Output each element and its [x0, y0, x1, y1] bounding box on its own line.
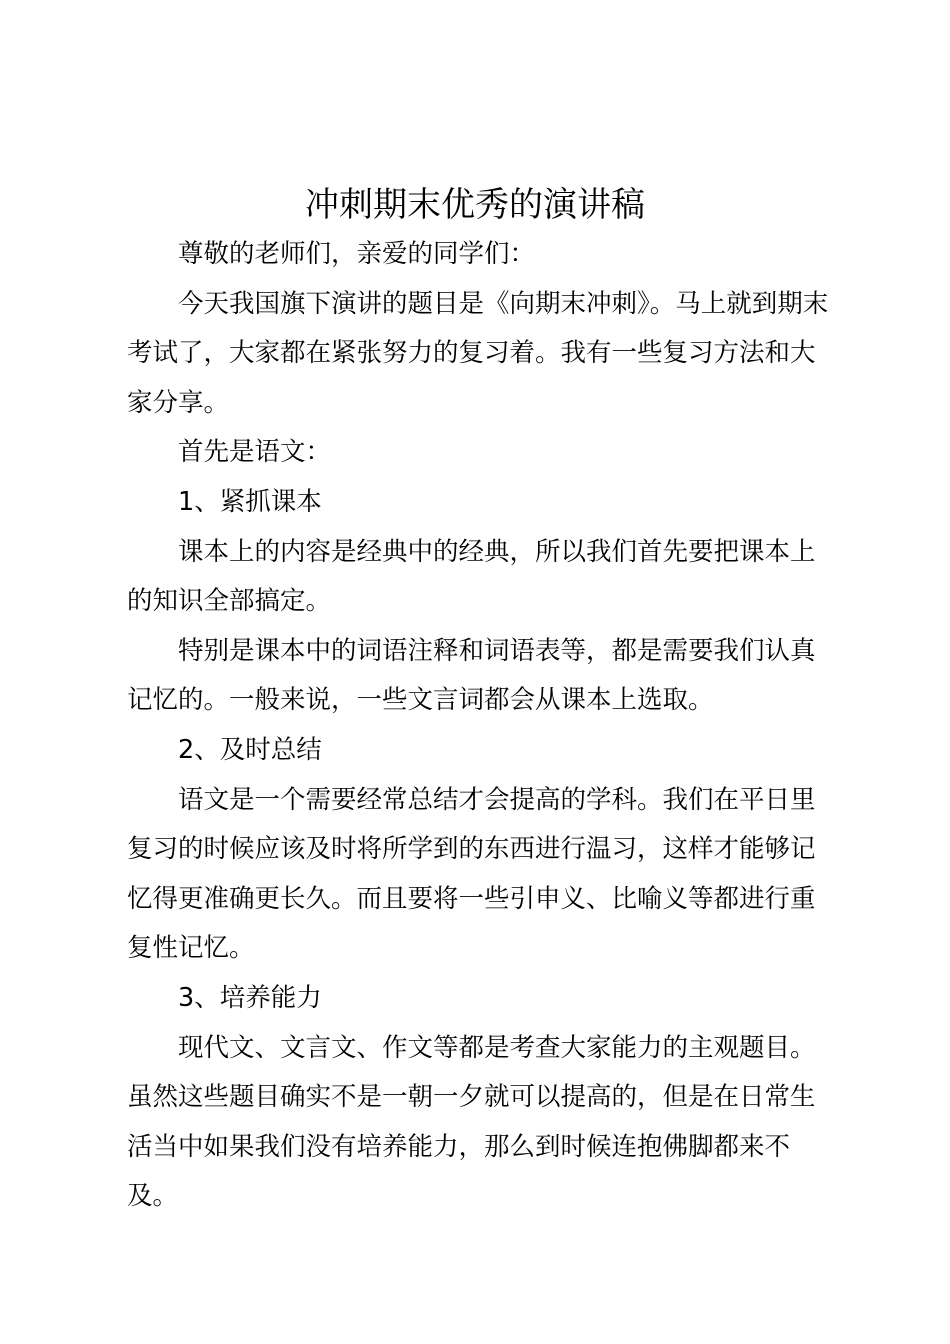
paragraph-point-1-text: 课本上的内容是经典中的经典，所以我们首先要把课本上的知识全部搞定。	[127, 536, 816, 617]
paragraph-intro: 今天我国旗下演讲的题目是《向期末冲刺》。马上就到期末考试了，大家都在紧张努力的复习着。我有一些复习方法和大家分享。	[127, 288, 829, 418]
paragraph-heading-chinese: 首先是语文：	[178, 437, 332, 468]
paragraph-point-1-heading: 1、紧抓课本	[178, 486, 322, 517]
document-body	[127, 230, 833, 1222]
document-title: 冲刺期末优秀的演讲稿	[305, 185, 645, 225]
paragraph-point-2-heading: 2、及时总结	[178, 734, 322, 765]
paragraph-point-3-heading: 3、培养能力	[178, 982, 322, 1013]
paragraph-greeting: 尊敬的老师们，亲爱的同学们：	[178, 239, 536, 269]
paragraph-point-2-text: 语文是一个需要经常总结才会提高的学科。我们在平日里复习的时候应该及时将所学到的东西进行温习，这样才能够记忆得更准确更长久。而且要将一些引申义、比喻义等都进行重复性记忆。	[127, 784, 816, 964]
paragraph-point-3-text: 现代文、文言文、作文等都是考查大家能力的主观题目。虽然这些题目确实不是一朝一夕就可以提高的，但是在日常生活当中如果我们没有培养能力，那么到时候连抱佛脚都来不及。	[127, 1032, 816, 1212]
paragraph-point-1-detail: 特别是课本中的词语注释和词语表等，都是需要我们认真记忆的。一般来说，一些文言词都会从课本上选取。	[127, 635, 816, 716]
